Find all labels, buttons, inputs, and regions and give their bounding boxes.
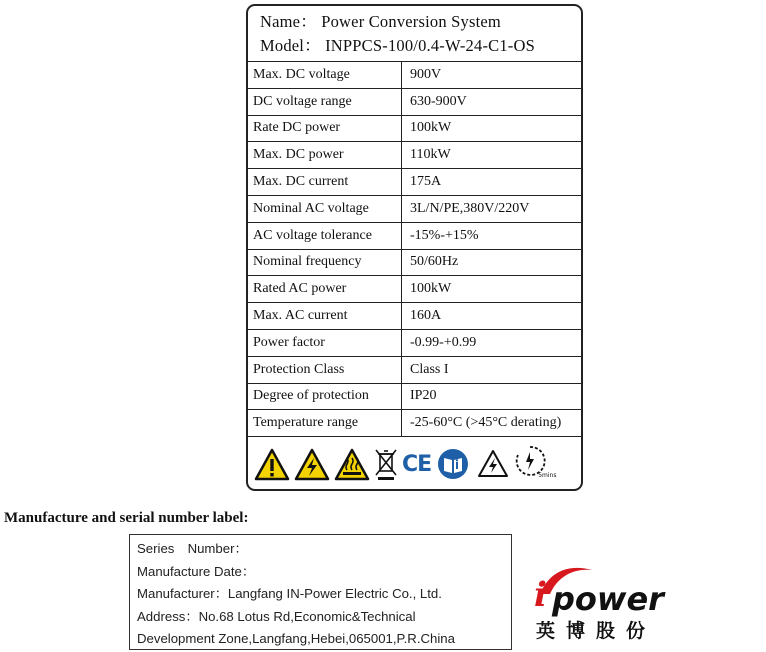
read-manual-icon <box>437 448 469 480</box>
spec-value: 3L/N/PE,380V/220V <box>402 195 582 222</box>
spec-key: Rate DC power <box>248 115 402 142</box>
discharge-warning-icon <box>477 448 509 480</box>
table-row <box>248 276 581 303</box>
spec-key: Max. DC power <box>248 142 402 169</box>
logo-word: power <box>552 580 664 618</box>
address-line: Address：No.68 Lotus Rd,Economic&Technical <box>137 608 416 624</box>
symbol-row <box>248 437 581 487</box>
spec-value: 175A <box>402 169 582 196</box>
nameplate <box>246 4 583 491</box>
spec-key: Temperature range <box>248 410 402 437</box>
spec-value: IP20 <box>402 383 582 410</box>
table-row <box>248 329 581 356</box>
spec-value: 100kW <box>402 276 582 303</box>
spec-key: Power factor <box>248 329 402 356</box>
hot-surface-icon <box>334 448 370 481</box>
spec-key: Rated AC power <box>248 276 402 303</box>
manufacturer-line: Manufacturer：Langfang IN-Power Electric Co., Ltd. <box>137 586 442 602</box>
logo-letter: i <box>534 575 547 615</box>
table-row <box>248 88 581 115</box>
discharge-time-icon <box>513 444 559 484</box>
spec-key: Max. DC voltage <box>248 62 402 88</box>
table-row <box>248 356 581 383</box>
model-label: Model： <box>260 36 321 55</box>
table-row <box>248 195 581 222</box>
table-row <box>248 303 581 330</box>
spec-value: 50/60Hz <box>402 249 582 276</box>
series-number-line: Series Number： <box>137 541 248 556</box>
weee-bin-icon <box>374 448 398 481</box>
serial-label-box <box>129 534 512 650</box>
spec-key: Max. DC current <box>248 169 402 196</box>
spec-key: Degree of protection <box>248 383 402 410</box>
table-row <box>248 222 581 249</box>
spec-value: 100kW <box>402 115 582 142</box>
spec-value: -25-60°C (>45°C derating) <box>402 410 582 437</box>
name-value: Power Conversion System <box>321 12 501 31</box>
spec-table <box>248 62 581 437</box>
spec-key: Nominal AC voltage <box>248 195 402 222</box>
spec-value: -0.99-+0.99 <box>402 329 582 356</box>
table-row <box>248 249 581 276</box>
spec-value: 630-900V <box>402 88 582 115</box>
spec-key: Nominal frequency <box>248 249 402 276</box>
spec-key: Max. AC current <box>248 303 402 330</box>
electric-hazard-icon <box>294 448 330 481</box>
model-value: INPPCS-100/0.4-W-24-C1-OS <box>325 36 535 55</box>
general-warning-icon <box>254 448 290 481</box>
manufacture-date-line: Manufacture Date： <box>137 563 256 579</box>
address-line-2: Development Zone,Langfang,Hebei,065001,P.R.China <box>137 631 455 647</box>
ce-mark-icon: CE <box>402 451 432 477</box>
spec-value: -15%-+15% <box>402 222 582 249</box>
spec-value: 110kW <box>402 142 582 169</box>
logo-chinese-name: 英博股份 <box>536 620 657 642</box>
table-row <box>248 142 581 169</box>
table-row <box>248 410 581 437</box>
name-label: Name： <box>260 12 317 31</box>
table-row <box>248 115 581 142</box>
table-row <box>248 383 581 410</box>
model-line <box>260 34 581 58</box>
table-row <box>248 62 581 88</box>
spec-key: DC voltage range <box>248 88 402 115</box>
spec-value: Class I <box>402 356 582 383</box>
spec-key: AC voltage tolerance <box>248 222 402 249</box>
nameplate-header <box>248 6 581 62</box>
name-line <box>260 10 581 34</box>
spec-value: 900V <box>402 62 582 88</box>
spec-key: Protection Class <box>248 356 402 383</box>
table-row <box>248 169 581 196</box>
spec-value: 160A <box>402 303 582 330</box>
section-title: Manufacture and serial number label: <box>4 510 249 526</box>
discharge-time-text: 5mins <box>538 472 557 480</box>
